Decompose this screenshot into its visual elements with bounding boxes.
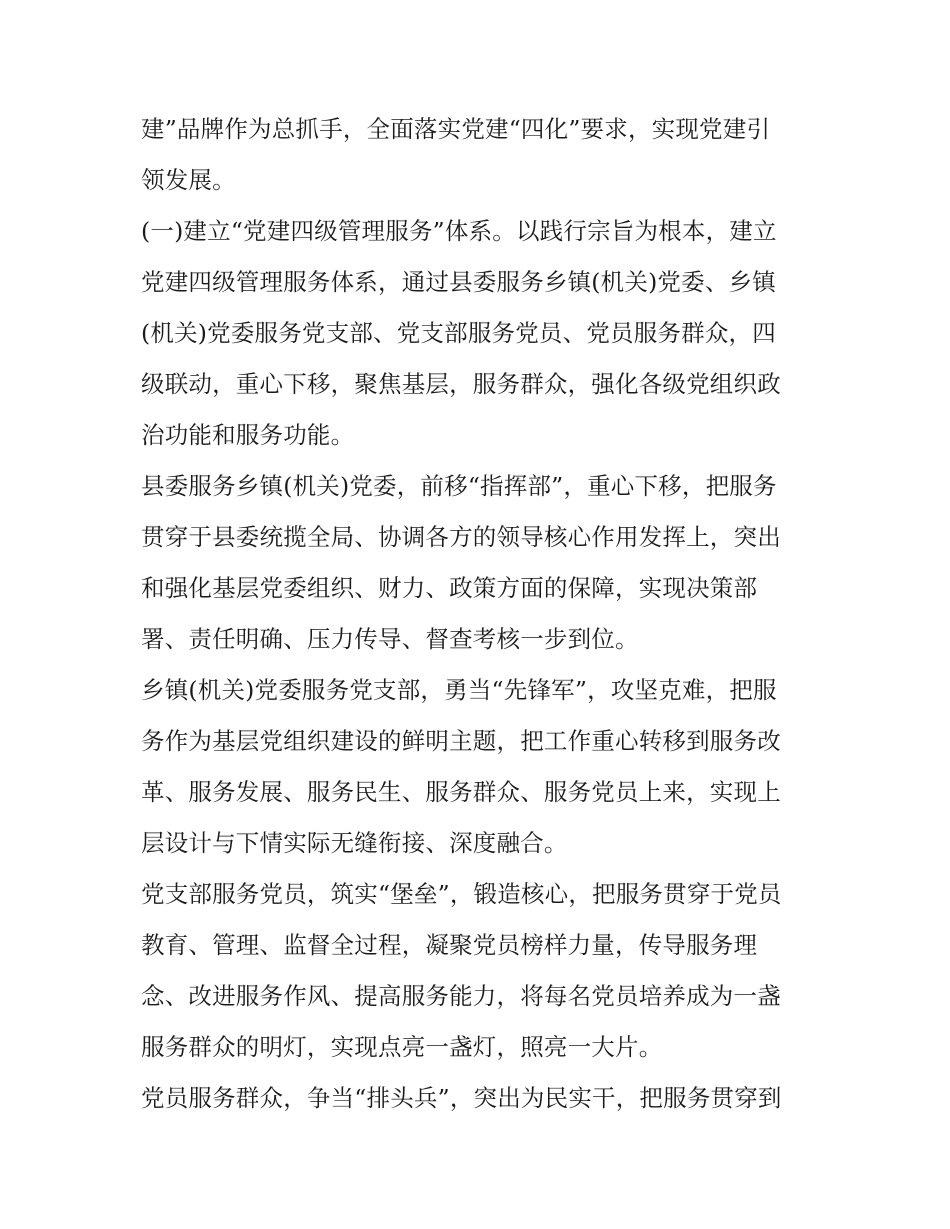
text-line: 署、责任明确、压力传导、督查考核一步到位。 [141, 625, 639, 653]
text-line: 领发展。 [141, 166, 236, 194]
text-line: 念、改进服务作风、提高服务能力，将每名党员培养成为一盏 [141, 982, 781, 1010]
text-line: 革、服务发展、服务民生、服务群众、服务党员上来，实现上 [141, 778, 781, 806]
text-line: 贯穿于县委统揽全局、协调各方的领导核心作用发挥上，突出 [141, 523, 781, 551]
text-line: 服务群众的明灯，实现点亮一盏灯，照亮一大片。 [141, 1033, 663, 1061]
text-line: 乡镇(机关)党委服务党支部，勇当“先锋军”，攻坚克难，把服 [141, 676, 777, 704]
text-line: 党支部服务党员，筑实“堡垒”，锻造核心，把服务贯穿于党员 [141, 880, 782, 908]
paragraph [141, 461, 821, 665]
paragraph [141, 1073, 821, 1124]
text-line: 务作为基层党组织建设的鲜明主题，把工作重心转移到服务改 [141, 727, 781, 755]
text-line: 层设计与下情实际无缝衔接、深度融合。 [141, 829, 568, 857]
text-line: (一)建立“党建四级管理服务”体系。以践行宗旨为根本，建立 [141, 217, 777, 245]
text-line: 党员服务群众，争当“排头兵”，突出为民实干，把服务贯穿到 [141, 1084, 782, 1112]
text-line: 建”品牌作为总抓手，全面落实党建“四化”要求，实现党建引 [141, 115, 771, 143]
text-line: 和强化基层党委组织、财力、政策方面的保障，实现决策部 [141, 574, 758, 602]
text-line: 党建四级管理服务体系，通过县委服务乡镇(机关)党委、乡镇 [141, 268, 776, 296]
text-line: 级联动，重心下移，聚焦基层，服务群众，强化各级党组织政 [141, 370, 781, 398]
document-body [141, 104, 821, 1124]
text-line: (机关)党委服务党支部、党支部服务党员、党员服务群众，四 [141, 319, 776, 347]
text-line: 县委服务乡镇(机关)党委，前移“指挥部”，重心下移，把服务 [141, 472, 777, 500]
text-line: 治功能和服务功能。 [141, 421, 355, 449]
paragraph [141, 104, 821, 206]
text-line: 教育、管理、监督全过程，凝聚党员榜样力量，传导服务理 [141, 931, 758, 959]
paragraph [141, 206, 821, 461]
paragraph [141, 869, 821, 1073]
paragraph [141, 665, 821, 869]
